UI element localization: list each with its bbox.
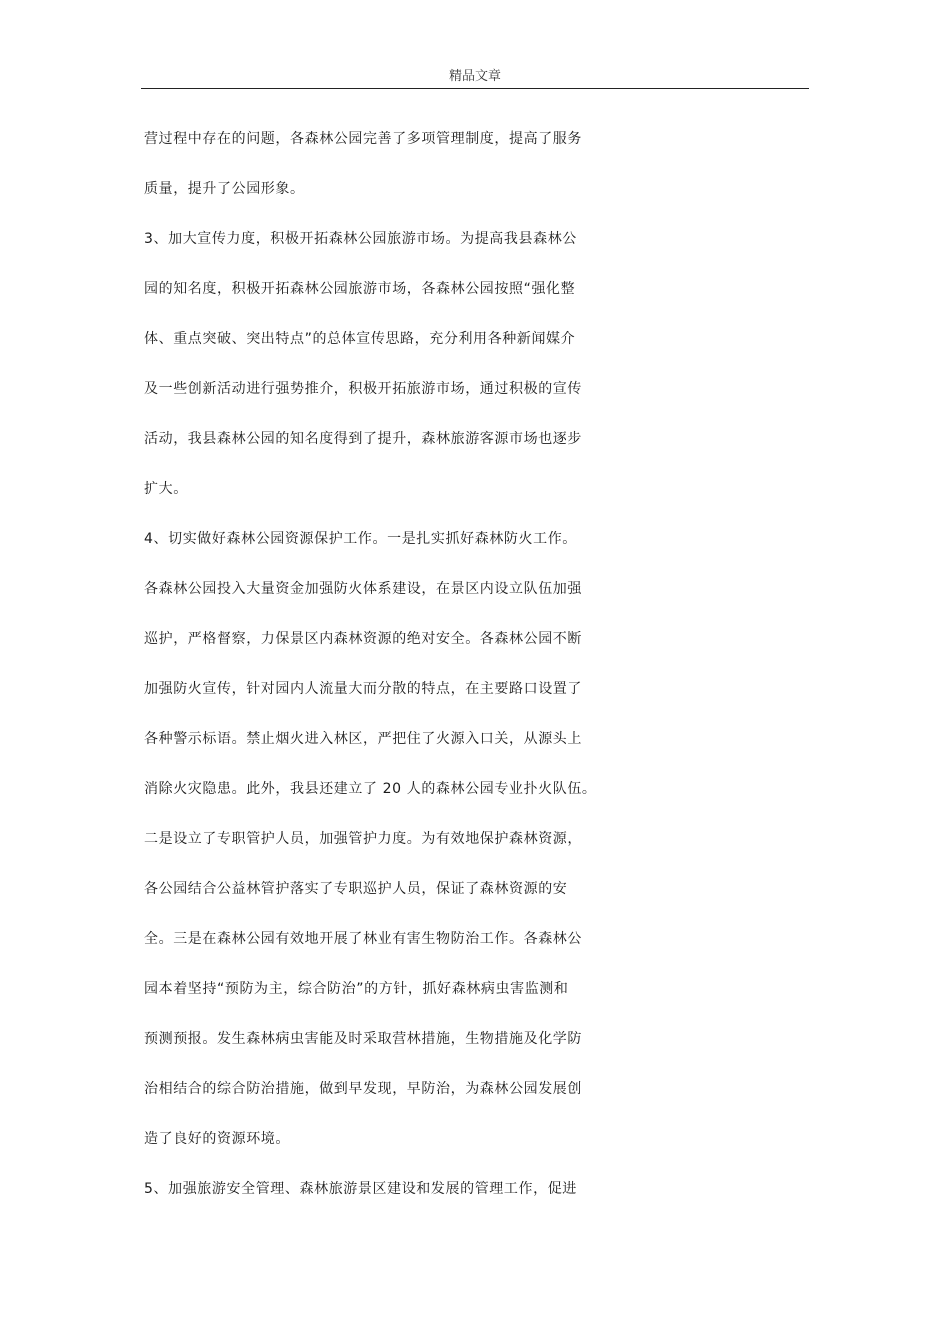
text-line: 5、加强旅游安全管理、森林旅游景区建设和发展的管理工作，促进 <box>144 1181 577 1197</box>
text-line: 各森林公园投入大量资金加强防火体系建设，在景区内设立队伍加强 <box>144 581 582 597</box>
text-line: 3、加大宣传力度，积极开拓森林公园旅游市场。为提高我县森林公 <box>144 231 577 247</box>
text-line: 二是设立了专职管护人员，加强管护力度。为有效地保护森林资源， <box>144 831 582 847</box>
text-line: 园的知名度，积极开拓森林公园旅游市场，各森林公园按照“强化整 <box>144 281 576 297</box>
document-body <box>144 114 814 1214</box>
text-line: 活动，我县森林公园的知名度得到了提升，森林旅游客源市场也逐步 <box>144 431 582 447</box>
text-line: 园本着坚持“预防为主，综合防治”的方针，抓好森林病虫害监测和 <box>144 981 569 997</box>
text-line: 扩大。 <box>144 481 188 497</box>
text-line: 各公园结合公益林管护落实了专职巡护人员，保证了森林资源的安 <box>144 881 568 897</box>
header-rule <box>141 88 809 89</box>
text-line: 各种警示标语。禁止烟火进入林区，严把住了火源入口关，从源头上 <box>144 731 582 747</box>
text-line: 体、重点突破、突出特点”的总体宣传思路，充分利用各种新闻媒介 <box>144 331 576 347</box>
text-line: 及一些创新活动进行强势推介，积极开拓旅游市场，通过积极的宣传 <box>144 381 582 397</box>
text-line: 质量，提升了公园形象。 <box>144 181 305 197</box>
text-line: 加强防火宣传，针对园内人流量大而分散的特点，在主要路口设置了 <box>144 681 582 697</box>
page-header: 精品文章 <box>448 69 501 84</box>
text-line: 营过程中存在的问题，各森林公园完善了多项管理制度，提高了服务 <box>144 131 582 147</box>
text-line: 巡护，严格督察，力保景区内森林资源的绝对安全。各森林公园不断 <box>144 631 582 647</box>
text-line: 造了良好的资源环境。 <box>144 1131 290 1147</box>
text-line: 4、切实做好森林公园资源保护工作。一是扎实抓好森林防火工作。 <box>144 531 577 547</box>
text-line: 全。三是在森林公园有效地开展了林业有害生物防治工作。各森林公 <box>144 931 582 947</box>
text-line: 治相结合的综合防治措施，做到早发现，早防治，为森林公园发展创 <box>144 1081 582 1097</box>
text-line: 消除火灾隐患。此外，我县还建立了 20 人的森林公园专业扑火队伍。 <box>144 781 597 797</box>
text-line: 预测预报。发生森林病虫害能及时采取营林措施，生物措施及化学防 <box>144 1031 582 1047</box>
